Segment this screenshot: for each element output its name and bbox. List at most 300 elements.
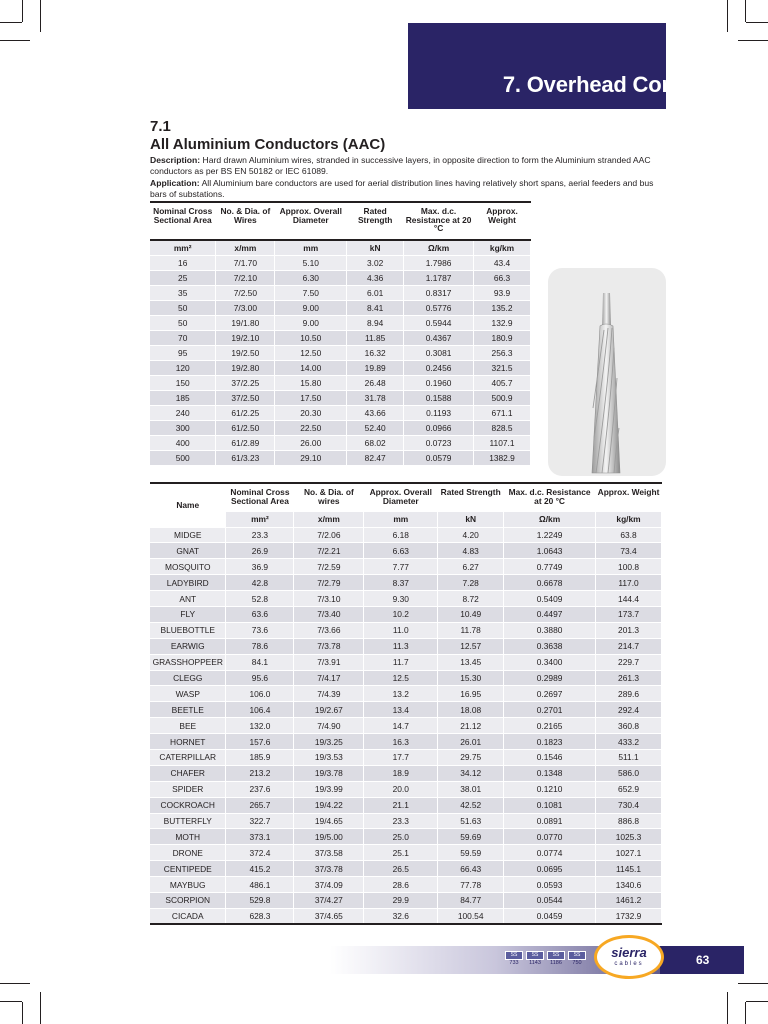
unit-cell: mm² (226, 511, 294, 527)
table-cell: 586.0 (596, 765, 662, 781)
unit-cell: kN (347, 240, 404, 255)
crop-mark (727, 0, 728, 32)
table-cell: 34.12 (438, 765, 504, 781)
description-label: Description: (150, 155, 201, 165)
table-cell: 486.1 (226, 877, 294, 893)
table-cell: 29.10 (275, 450, 347, 465)
standard-number: 1143 (529, 960, 541, 966)
table-cell: 19/3.53 (294, 749, 364, 765)
table-cell: 0.1081 (504, 797, 596, 813)
table-cell: 292.4 (596, 702, 662, 718)
table-cell: 1.7986 (404, 255, 474, 270)
crop-mark (738, 40, 768, 41)
table-cell: 8.41 (347, 300, 404, 315)
crop-mark (22, 1002, 23, 1024)
table-cell: 185.9 (226, 749, 294, 765)
column-header: No. & Dia. of Wires (216, 202, 275, 240)
standard-badge (526, 951, 544, 968)
table-cell: 9.00 (275, 315, 347, 330)
crop-mark (0, 22, 22, 23)
table-cell: 26.01 (438, 734, 504, 750)
table-cell: 671.1 (474, 405, 531, 420)
table-row (150, 877, 662, 893)
unit-cell: kN (438, 511, 504, 527)
table-cell: 0.0966 (404, 420, 474, 435)
table-cell: 52.40 (347, 420, 404, 435)
table-cell: 10.2 (364, 606, 438, 622)
aac-metric-table (150, 201, 531, 466)
table-cell: 18.9 (364, 765, 438, 781)
table-cell: 157.6 (226, 734, 294, 750)
table-cell: 43.4 (474, 255, 531, 270)
table-cell: 52.8 (226, 591, 294, 607)
table-row (150, 270, 531, 285)
table-cell: 6.27 (438, 559, 504, 575)
table-cell: 7.77 (364, 559, 438, 575)
table-cell: 201.3 (596, 622, 662, 638)
column-header: Max. d.c. Resistance at 20 °C (404, 202, 474, 240)
table-cell: 9.00 (275, 300, 347, 315)
table-cell: 25 (150, 270, 216, 285)
table-cell: 237.6 (226, 781, 294, 797)
table-cell: 14.7 (364, 718, 438, 734)
unit-cell: mm² (150, 240, 216, 255)
table-cell: 26.00 (275, 435, 347, 450)
table-cell: 19/3.25 (294, 734, 364, 750)
table-cell: 0.1193 (404, 405, 474, 420)
table-cell: MAYBUG (150, 877, 226, 893)
standard-mark: SS (505, 951, 523, 960)
table-cell: 19/4.22 (294, 797, 364, 813)
table-cell: CICADA (150, 908, 226, 924)
table-cell: BEETLE (150, 702, 226, 718)
table-cell: 106.0 (226, 686, 294, 702)
table-cell: ANT (150, 591, 226, 607)
table-row (150, 606, 662, 622)
table-cell: 8.94 (347, 315, 404, 330)
table-row (150, 543, 662, 559)
table-cell: 16.32 (347, 345, 404, 360)
table-cell: 1340.6 (596, 877, 662, 893)
table-cell: 500.9 (474, 390, 531, 405)
crop-mark (0, 983, 30, 984)
table-cell: 150 (150, 375, 216, 390)
column-header: Rated Strength (347, 202, 404, 240)
table-cell: 828.5 (474, 420, 531, 435)
table-cell: 12.50 (275, 345, 347, 360)
table-cell: 229.7 (596, 654, 662, 670)
table-cell: 19/2.67 (294, 702, 364, 718)
table-cell: 19.89 (347, 360, 404, 375)
unit-cell: kg/km (596, 511, 662, 527)
logo-subtext: cables (614, 961, 644, 967)
table-cell: 373.1 (226, 829, 294, 845)
table-cell: 265.7 (226, 797, 294, 813)
table-cell: 0.7749 (504, 559, 596, 575)
table-row (150, 559, 662, 575)
table-row (150, 330, 531, 345)
table-cell: 15.30 (438, 670, 504, 686)
table-row (150, 300, 531, 315)
table-row (150, 829, 662, 845)
table-cell: 70 (150, 330, 216, 345)
table-row (150, 702, 662, 718)
table-cell: 25.0 (364, 829, 438, 845)
table-cell: CHAFER (150, 765, 226, 781)
standard-badge (505, 951, 523, 968)
crop-mark (745, 1002, 746, 1024)
table-cell: 10.49 (438, 606, 504, 622)
description-text: Hard drawn Aluminium wires, stranded in successive layers, in opposite direction to form the Aluminium stranded AAC conductors as per BS EN 50182 or IEC 61089. (150, 155, 651, 176)
table-cell: 37/2.50 (216, 390, 275, 405)
table-cell: 7/3.40 (294, 606, 364, 622)
table-row (150, 450, 531, 465)
table-cell: 43.66 (347, 405, 404, 420)
table-cell: 50 (150, 300, 216, 315)
table-cell: 529.8 (226, 892, 294, 908)
table-cell: 0.6678 (504, 575, 596, 591)
table-cell: 26.48 (347, 375, 404, 390)
table-cell: 0.0891 (504, 813, 596, 829)
table-cell: MIDGE (150, 527, 226, 543)
page-number: 63 (696, 953, 710, 967)
table-cell: 185 (150, 390, 216, 405)
table-cell: 51.63 (438, 813, 504, 829)
table-cell: 289.6 (596, 686, 662, 702)
table-cell: 9.30 (364, 591, 438, 607)
table-cell: 214.7 (596, 638, 662, 654)
table-cell: 12.57 (438, 638, 504, 654)
table-cell: 511.1 (596, 749, 662, 765)
table-row (150, 670, 662, 686)
table-cell: 0.2456 (404, 360, 474, 375)
table-cell: 6.18 (364, 527, 438, 543)
table-cell: 31.78 (347, 390, 404, 405)
table-cell: 0.1546 (504, 749, 596, 765)
table-cell: 213.2 (226, 765, 294, 781)
sierra-cables-logo (594, 935, 664, 979)
table-cell: 37/3.58 (294, 845, 364, 861)
table-cell: 0.2697 (504, 686, 596, 702)
table-cell: 173.7 (596, 606, 662, 622)
table-cell: 0.3638 (504, 638, 596, 654)
table-cell: 4.20 (438, 527, 504, 543)
table-cell: 23.3 (364, 813, 438, 829)
table-cell: 42.52 (438, 797, 504, 813)
unit-cell: Ω/km (404, 240, 474, 255)
table-cell: 0.5409 (504, 591, 596, 607)
table-cell: 38.01 (438, 781, 504, 797)
table-row (150, 765, 662, 781)
table-cell: 13.4 (364, 702, 438, 718)
table-cell: 372.4 (226, 845, 294, 861)
table-cell: 0.0593 (504, 877, 596, 893)
description-paragraph (150, 155, 670, 177)
table-cell: 77.78 (438, 877, 504, 893)
table-row (150, 749, 662, 765)
table-row (150, 734, 662, 750)
table-cell: 100.54 (438, 908, 504, 924)
table-cell: 8.37 (364, 575, 438, 591)
table-cell: 37/4.65 (294, 908, 364, 924)
crop-mark (746, 22, 768, 23)
table-row (150, 255, 531, 270)
table-cell: 84.1 (226, 654, 294, 670)
table-cell: 11.78 (438, 622, 504, 638)
table-cell: 21.12 (438, 718, 504, 734)
table-cell: 59.59 (438, 845, 504, 861)
table-cell: 0.0774 (504, 845, 596, 861)
table-row (150, 718, 662, 734)
table-cell: 17.50 (275, 390, 347, 405)
table-row (150, 360, 531, 375)
table-cell: FLY (150, 606, 226, 622)
table-cell: 19/2.80 (216, 360, 275, 375)
table-cell: 63.8 (596, 527, 662, 543)
table-cell: 32.6 (364, 908, 438, 924)
table-cell: 61/2.89 (216, 435, 275, 450)
table-cell: 4.36 (347, 270, 404, 285)
table-cell: 0.3081 (404, 345, 474, 360)
standard-badge (547, 951, 565, 968)
column-header: Rated Strength (438, 483, 504, 511)
table-cell: 22.50 (275, 420, 347, 435)
table-cell: 37/4.27 (294, 892, 364, 908)
table-cell: SCORPION (150, 892, 226, 908)
unit-cell: x/mm (294, 511, 364, 527)
table-cell: 20.30 (275, 405, 347, 420)
table-cell: 19/4.65 (294, 813, 364, 829)
table-cell: 0.1960 (404, 375, 474, 390)
unit-cell: mm (364, 511, 438, 527)
table-cell: BEE (150, 718, 226, 734)
chapter-title: 7. Overhead Conductors (502, 72, 754, 97)
unit-cell: x/mm (216, 240, 275, 255)
table-cell: 0.8317 (404, 285, 474, 300)
crop-mark (40, 992, 41, 1024)
table-cell: CLEGG (150, 670, 226, 686)
table-cell: 500 (150, 450, 216, 465)
table-cell: WASP (150, 686, 226, 702)
table-cell: 11.7 (364, 654, 438, 670)
table-cell: 1107.1 (474, 435, 531, 450)
table-row (150, 390, 531, 405)
table-cell: GNAT (150, 543, 226, 559)
table-cell: 11.3 (364, 638, 438, 654)
table-cell: 0.4367 (404, 330, 474, 345)
table-cell: 0.0695 (504, 861, 596, 877)
crop-mark (22, 0, 23, 22)
table-cell: 132.9 (474, 315, 531, 330)
table-cell: 16.3 (364, 734, 438, 750)
table-cell: 15.80 (275, 375, 347, 390)
table-cell: 61/2.50 (216, 420, 275, 435)
standard-mark: SS (547, 951, 565, 960)
column-header: No. & Dia. of wires (294, 483, 364, 511)
table-cell: 29.9 (364, 892, 438, 908)
table-row (150, 638, 662, 654)
table-cell: 84.77 (438, 892, 504, 908)
table-cell: 322.7 (226, 813, 294, 829)
table-cell: 63.6 (226, 606, 294, 622)
crop-mark (40, 0, 41, 32)
table-cell: 1732.9 (596, 908, 662, 924)
column-header: Approx. Weight (474, 202, 531, 240)
table-cell: 11.85 (347, 330, 404, 345)
table-cell: 19/2.50 (216, 345, 275, 360)
table-cell: 95.6 (226, 670, 294, 686)
table-cell: 0.2989 (504, 670, 596, 686)
table-cell: 59.69 (438, 829, 504, 845)
table-cell: BLUEBOTTLE (150, 622, 226, 638)
section-title: All Aluminium Conductors (AAC) (150, 136, 386, 153)
application-text: All Aluminium bare conductors are used for aerial distribution lines having relatively short spans, aerial feeders and bus bars of substations. (150, 178, 654, 199)
crop-mark (738, 983, 768, 984)
standard-number: 750 (572, 960, 582, 966)
table-row (150, 622, 662, 638)
table-cell: 7/3.91 (294, 654, 364, 670)
table-row (150, 345, 531, 360)
table-cell: 26.9 (226, 543, 294, 559)
table-cell: 68.02 (347, 435, 404, 450)
table-cell: 1027.1 (596, 845, 662, 861)
table-cell: 19/3.78 (294, 765, 364, 781)
table-cell: 7/3.00 (216, 300, 275, 315)
table-cell: 73.4 (596, 543, 662, 559)
table-cell: SPIDER (150, 781, 226, 797)
table-cell: 0.1823 (504, 734, 596, 750)
table-cell: 0.5776 (404, 300, 474, 315)
crop-mark (0, 40, 30, 41)
table-cell: 321.5 (474, 360, 531, 375)
table-cell: 19/5.00 (294, 829, 364, 845)
table-cell: CENTIPEDE (150, 861, 226, 877)
table-cell: 35 (150, 285, 216, 300)
table-cell: 36.9 (226, 559, 294, 575)
standard-badge (568, 951, 586, 968)
table-cell: GRASSHOPPEER (150, 654, 226, 670)
table-cell: 29.75 (438, 749, 504, 765)
table-cell: 66.3 (474, 270, 531, 285)
section-number: 7.1 (150, 118, 171, 135)
table-cell: 1.1787 (404, 270, 474, 285)
column-header: Nominal Cross Sectional Area (226, 483, 294, 511)
table-cell: 0.1588 (404, 390, 474, 405)
table-cell: 42.8 (226, 575, 294, 591)
column-header: Approx. Weight (596, 483, 662, 511)
table-cell: 1.0643 (504, 543, 596, 559)
table-cell: 0.0579 (404, 450, 474, 465)
table-cell: 0.2701 (504, 702, 596, 718)
table-cell: 0.0544 (504, 892, 596, 908)
table-cell: 1.2249 (504, 527, 596, 543)
crop-mark (0, 1001, 22, 1002)
table-cell: 180.9 (474, 330, 531, 345)
table-cell: 1145.1 (596, 861, 662, 877)
table-cell: 3.02 (347, 255, 404, 270)
table-cell: 0.0723 (404, 435, 474, 450)
table-cell: 25.1 (364, 845, 438, 861)
table-cell: 26.5 (364, 861, 438, 877)
table-row (150, 797, 662, 813)
standard-mark: SS (526, 951, 544, 960)
table-cell: LADYBIRD (150, 575, 226, 591)
table-cell: 13.2 (364, 686, 438, 702)
column-header: Name (150, 483, 226, 527)
column-header: Approx. Overall Diameter (364, 483, 438, 511)
table-cell: 18.08 (438, 702, 504, 718)
table-cell: 117.0 (596, 575, 662, 591)
crop-mark (745, 0, 746, 22)
table-row (150, 420, 531, 435)
table-row (150, 892, 662, 908)
table-row (150, 575, 662, 591)
table-cell: EARWIG (150, 638, 226, 654)
table-cell: 100.8 (596, 559, 662, 575)
table-row (150, 861, 662, 877)
table-cell: 6.63 (364, 543, 438, 559)
table-row (150, 845, 662, 861)
table-cell: 240 (150, 405, 216, 420)
table-row (150, 654, 662, 670)
table-cell: 120 (150, 360, 216, 375)
table-cell: 132.0 (226, 718, 294, 734)
table-cell: 7/4.39 (294, 686, 364, 702)
standards-badges (505, 951, 586, 968)
units-row (150, 511, 662, 527)
table-cell: 886.8 (596, 813, 662, 829)
table-cell: 1382.9 (474, 450, 531, 465)
table-cell: 0.2165 (504, 718, 596, 734)
table-cell: 1461.2 (596, 892, 662, 908)
conductor-icon (548, 268, 666, 476)
table-cell: 6.01 (347, 285, 404, 300)
table-cell: 7/3.78 (294, 638, 364, 654)
aac-named-conductor-table (150, 482, 662, 925)
table-cell: 730.4 (596, 797, 662, 813)
table-cell: 7/1.70 (216, 255, 275, 270)
table-row (150, 781, 662, 797)
table-cell: 400 (150, 435, 216, 450)
table-cell: 19/3.99 (294, 781, 364, 797)
table-cell: 106.4 (226, 702, 294, 718)
table-cell: 0.1348 (504, 765, 596, 781)
column-header: Max. d.c. Resistance at 20 °C (504, 483, 596, 511)
table-cell: 37/2.25 (216, 375, 275, 390)
standard-number: 733 (509, 960, 519, 966)
table-cell: 628.3 (226, 908, 294, 924)
table-cell: 0.3400 (504, 654, 596, 670)
table-cell: MOTH (150, 829, 226, 845)
table-cell: 95 (150, 345, 216, 360)
table-cell: 7/4.90 (294, 718, 364, 734)
logo-wordmark: sierra (611, 945, 647, 960)
table-cell: 8.72 (438, 591, 504, 607)
table-cell: 17.7 (364, 749, 438, 765)
table-cell: 405.7 (474, 375, 531, 390)
table-cell: 61/3.23 (216, 450, 275, 465)
table-cell: CATERPILLAR (150, 749, 226, 765)
table-cell: 16.95 (438, 686, 504, 702)
table-cell: 7/3.10 (294, 591, 364, 607)
table-cell: 20.0 (364, 781, 438, 797)
application-paragraph (150, 178, 670, 200)
table-cell: 7/2.10 (216, 270, 275, 285)
crop-mark (746, 1001, 768, 1002)
table-row (150, 405, 531, 420)
standard-number: 1186 (550, 960, 562, 966)
table-cell: 13.45 (438, 654, 504, 670)
